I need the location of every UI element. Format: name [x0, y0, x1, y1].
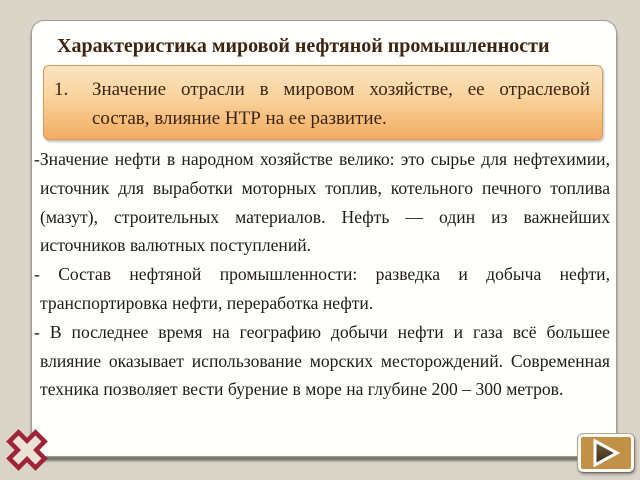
topic-box [43, 65, 603, 140]
topic-number: 1. [54, 79, 69, 100]
close-button[interactable] [4, 427, 50, 473]
x-cross-icon [4, 427, 50, 473]
next-button[interactable] [578, 434, 634, 472]
body-paragraph-oil-significance: -Значение нефти в народном хозяйстве велико: это сырье для нефтехимии, источник для выработки моторных топлив, котельного печного топлива (мазут), строительных материалов. Нефть — один из важнейших источников валютных поступлений. [34, 149, 610, 256]
slide-title: Характеристика мировой нефтяной промышленности [57, 35, 550, 57]
topic-text: Значение отрасли в мировом хозяйстве, ее отраслевой состав, влияние НТР на ее развитие. [92, 79, 590, 129]
play-triangle-icon [591, 439, 621, 467]
body-paragraph-offshore-fields: - В последнее время на географию добычи нефти и газа всё большее влияние оказывает использование морских месторождений. Современная техника позволяет вести бурение в море на глубине 200 – 300 метров. [34, 321, 610, 400]
body-paragraph-industry-composition: - Состав нефтяной промышленности: разведка и добыча нефти, транспортировка нефти, переработка нефти. [34, 264, 610, 313]
slide-body [34, 145, 610, 404]
slide-card [31, 20, 617, 457]
